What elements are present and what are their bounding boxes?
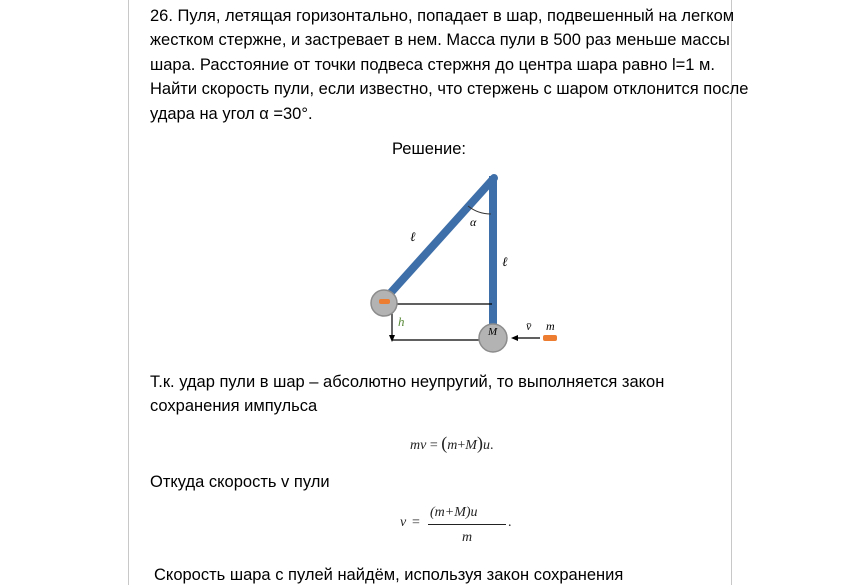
bullet-speed-equation — [400, 503, 530, 549]
eq1-plus: + — [457, 438, 466, 453]
momentum-equation — [410, 433, 493, 454]
embedded-bullet — [379, 299, 390, 304]
eq1-equals: = — [429, 438, 438, 453]
eq2-equals: = — [412, 515, 420, 530]
velocity-arrow-head — [511, 335, 518, 341]
eq1-open-paren: ( — [441, 433, 448, 453]
paragraph-momentum: Т.к. удар пули в шар – абсолютно неупругий, то выполняется закон сохранения импульса — [150, 373, 665, 416]
paragraph-bullet-speed: Откуда скорость v пули — [150, 473, 330, 491]
eq2-fraction-bar — [428, 524, 506, 525]
problem-statement: 26. Пуля, летящая горизонтально, попадает в шар, подвешенный на легком жестком стержне, и застревает в нем. Масса пули в 500 раз меньше массы шара. Расстояние от точки подвеса стержня до центра шара равно l=1 м. Найти скорость пули, если известно, что стержень с шаром отклонится после удара на угол α =30°. — [150, 7, 749, 123]
velocity-label: v̄ — [526, 319, 532, 333]
angle-label: α — [470, 215, 477, 229]
rod-label-right: ℓ — [502, 254, 508, 269]
rod-label-left: ℓ — [410, 229, 416, 244]
paragraph-ball-speed: Скорость шара с пулей найдём, используя закон сохранения — [154, 566, 624, 584]
inclined-rod — [386, 178, 494, 298]
eq2-lhs: v — [400, 515, 407, 530]
eq1-u: u — [482, 438, 490, 453]
height-arrow-head-down — [389, 335, 395, 342]
eq1-dot: . — [489, 438, 494, 453]
ball-mass-label: M — [488, 326, 498, 338]
vertical-rod — [489, 176, 497, 336]
eq2-denominator: m — [462, 530, 473, 545]
pendulum-diagram — [360, 168, 580, 358]
solution-heading: Решение: — [392, 140, 466, 158]
eq2-dot: . — [508, 515, 512, 530]
eq2-numerator: (m+M)u — [430, 505, 478, 520]
height-label: h — [398, 314, 405, 329]
eq1-lhs: mv — [410, 438, 427, 453]
eq1-m: m — [447, 438, 458, 453]
flying-bullet — [543, 335, 557, 341]
eq1-close-paren: ) — [476, 433, 483, 453]
bullet-mass-label: m — [546, 319, 555, 333]
eq1-M: M — [465, 438, 477, 453]
